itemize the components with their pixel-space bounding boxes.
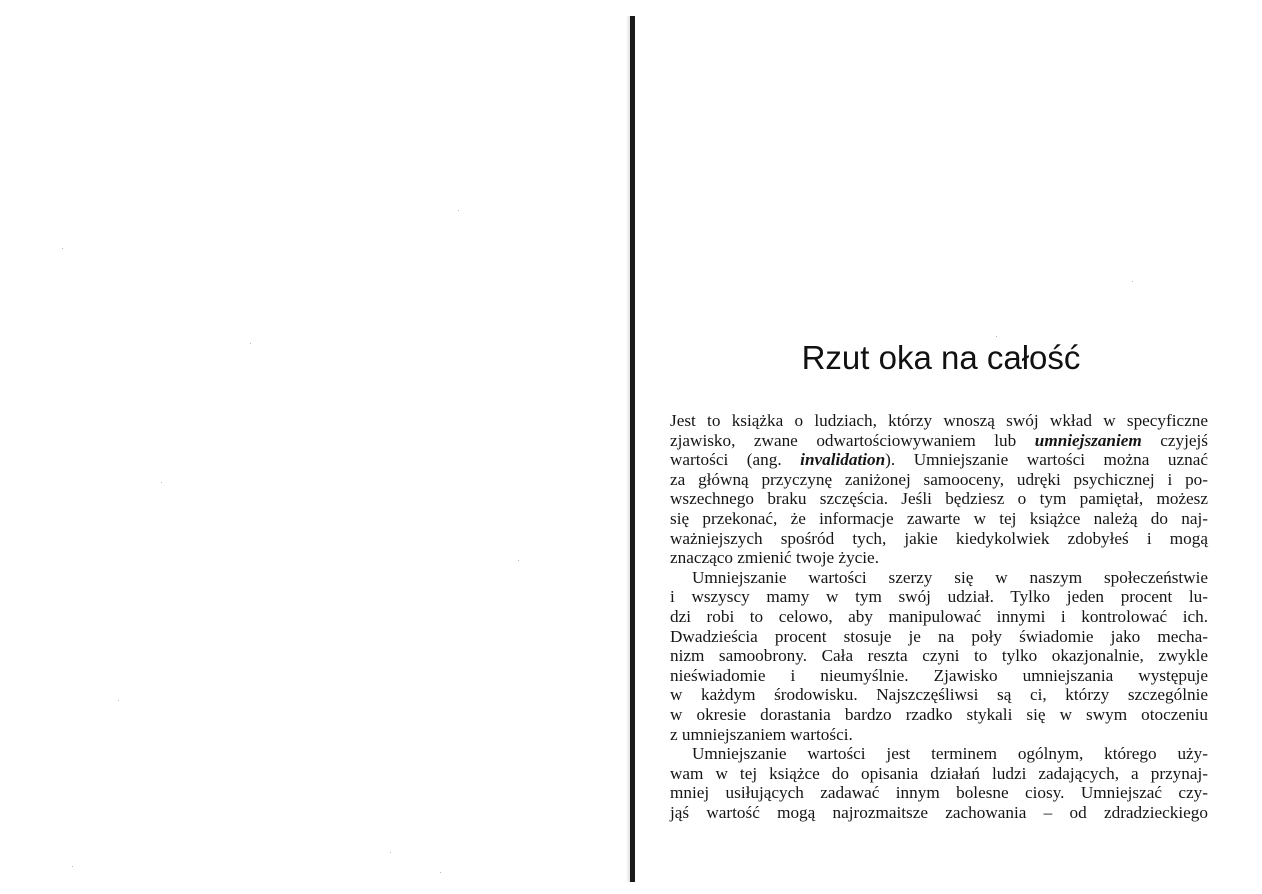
text-line: za główną przyczynę zaniżonej samooceny, udręki psychicznej i po- [670, 469, 1208, 489]
left-page-blank [0, 0, 630, 894]
text-line: wam w tej książce do opisania działań ludzi zadających, a przynaj- [670, 763, 1208, 783]
paragraph [670, 411, 1208, 568]
text-line: nizm samoobrony. Cała reszta czyni to tylko okazjonalnie, zwykle [670, 646, 1208, 666]
text-line: w okresie dorastania bardzo rzadko stykali się w swym otoczeniu [670, 704, 1208, 724]
text-line: jąś wartość mogą najrozmaitsze zachowania – od zdradzieckiego [670, 802, 1208, 822]
text-line: Umniejszanie wartości szerzy się w naszym społeczeństwie [692, 567, 1208, 587]
text-line: Dwadzieścia procent stosuje je na poły świadomie jako mecha- [670, 626, 1208, 646]
text-line: się przekonać, że informacje zawarte w tej książce należą do naj- [670, 508, 1208, 528]
text-line: wszechnego braku szczęścia. Jeśli będziesz o tym pamiętał, możesz [670, 489, 1208, 509]
emphasized-term: invalidation [800, 450, 886, 470]
page-gutter [630, 16, 635, 882]
text-line: wartości (ang. invalidation). Umniejszanie wartości można uznać [670, 450, 1208, 470]
right-page [636, 0, 1262, 894]
chapter-title: Rzut oka na całość [801, 339, 1081, 376]
text-line: ważniejszych spośród tych, jakie kiedykolwiek zdobyłeś i mogą [670, 528, 1208, 548]
text-line: Umniejszanie wartości jest terminem ogólnym, którego uży- [692, 744, 1208, 764]
text-line: mniej usiłujących zadawać innym bolesne ciosy. Umniejszać czy- [670, 783, 1208, 803]
paragraph [670, 568, 1208, 744]
text-line: nieświadomie i nieumyślnie. Zjawisko umniejszania występuje [670, 665, 1208, 685]
text-line: w każdym środowisku. Najszczęśliwsi są ci, którzy szczególnie [670, 685, 1208, 705]
emphasized-term: umniejszaniem [1034, 430, 1142, 450]
text-line: zjawisko, zwane odwartościowywaniem lub umniejszaniem czyjejś [670, 430, 1208, 450]
text-line: z umniejszaniem wartości. [670, 724, 853, 744]
paragraph [670, 744, 1208, 822]
text-line: dzi robi to celowo, aby manipulować innymi i kontrolować ich. [670, 606, 1208, 626]
text-line: znacząco zmienić twoje życie. [670, 548, 879, 568]
text-line: i wszyscy mamy w tym swój udział. Tylko jeden procent lu- [670, 587, 1208, 607]
text-line: Jest to książka o ludziach, którzy wnoszą swój wkład w specyficzne [670, 411, 1208, 430]
body-text [670, 411, 1208, 822]
